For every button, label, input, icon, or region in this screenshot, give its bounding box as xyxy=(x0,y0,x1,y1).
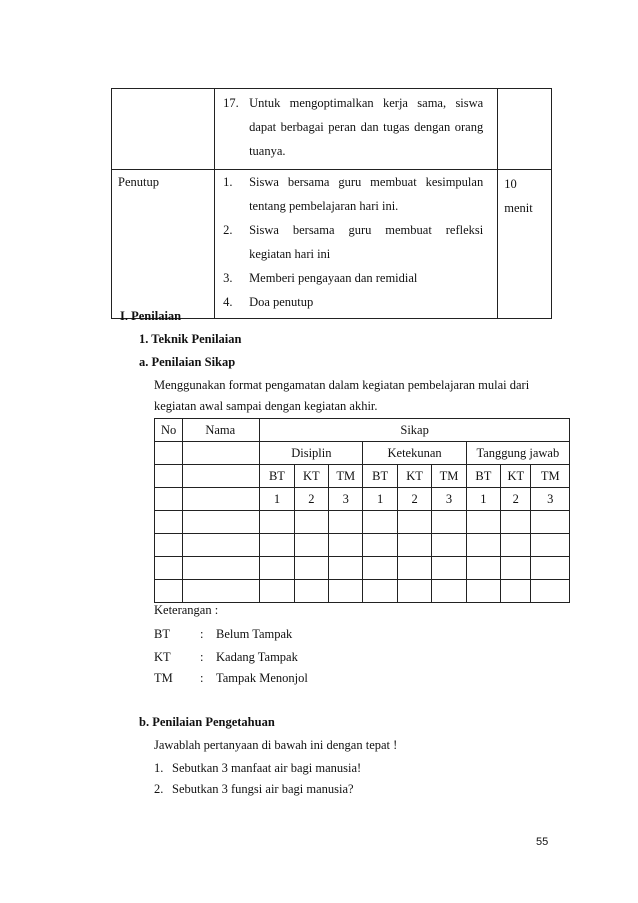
table-cell xyxy=(397,511,431,534)
legend-item xyxy=(154,627,292,642)
table-cell xyxy=(294,557,328,580)
legend-title: Keterangan : xyxy=(154,603,219,617)
score-cell: 1 xyxy=(260,488,294,511)
score-cell: 1 xyxy=(363,488,397,511)
score-cell: 2 xyxy=(397,488,431,511)
table-header-row xyxy=(155,419,570,442)
activity-steps-cell xyxy=(215,89,498,170)
table-cell xyxy=(501,557,531,580)
table-cell xyxy=(155,488,183,511)
table-cell xyxy=(501,580,531,603)
table-row xyxy=(155,511,570,534)
item-number: 1. xyxy=(223,175,233,189)
table-cell xyxy=(329,534,363,557)
table-cell xyxy=(363,557,397,580)
question-text: Sebutkan 3 fungsi air bagi manusia? xyxy=(172,782,354,796)
table-cell xyxy=(260,511,294,534)
subsection-heading: a. Penilaian Sikap xyxy=(139,355,236,369)
activity-table xyxy=(111,88,552,319)
item-number: 2. xyxy=(223,223,233,237)
legend-value: Tampak Menonjol xyxy=(216,671,308,685)
score-cell: 3 xyxy=(329,488,363,511)
table-cell xyxy=(183,580,260,603)
sub-header: BT xyxy=(466,465,500,488)
table-cell xyxy=(432,511,466,534)
table-row xyxy=(155,488,570,511)
table-cell xyxy=(155,442,183,465)
table-cell xyxy=(183,534,260,557)
table-cell xyxy=(260,580,294,603)
activity-cell-empty xyxy=(112,89,215,170)
table-row xyxy=(155,580,570,603)
legend-item xyxy=(154,671,308,686)
section-heading: I. Penilaian xyxy=(120,309,182,323)
item-text: Doa penutup xyxy=(249,295,314,309)
table-cell xyxy=(155,534,183,557)
score-cell: 3 xyxy=(432,488,466,511)
legend-separator: : xyxy=(200,650,204,664)
page-number: 55 xyxy=(536,836,549,848)
table-cell xyxy=(432,557,466,580)
sub-header: TM xyxy=(329,465,363,488)
list-item xyxy=(223,91,489,163)
legend-separator: : xyxy=(200,627,204,641)
table-row xyxy=(112,170,552,319)
subsection-heading: b. Penilaian Pengetahuan xyxy=(139,715,275,729)
table-cell xyxy=(501,511,531,534)
legend-separator: : xyxy=(200,671,204,685)
legend-key: TM xyxy=(154,671,173,685)
legend-key: KT xyxy=(154,650,171,664)
item-number: 3. xyxy=(223,271,233,285)
table-cell xyxy=(501,534,531,557)
table-cell xyxy=(183,557,260,580)
table-cell xyxy=(363,511,397,534)
table-cell xyxy=(329,511,363,534)
question-item xyxy=(154,761,361,776)
table-cell xyxy=(466,557,500,580)
item-text: Siswa bersama guru membuat refleksi kegiatan hari ini xyxy=(249,223,484,261)
question-item xyxy=(154,782,354,797)
item-text: Untuk mengoptimalkan kerja sama, siswa dapat berbagai peran dan tugas dengan orang tuanya. xyxy=(249,96,484,158)
table-cell xyxy=(432,534,466,557)
activity-time-cell-empty xyxy=(498,89,552,170)
table-cell xyxy=(294,534,328,557)
sub-header: KT xyxy=(294,465,328,488)
time-value: 10 xyxy=(504,177,517,191)
sub-header: KT xyxy=(397,465,431,488)
table-cell xyxy=(363,534,397,557)
instruction-text: Jawablah pertanyaan di bawah ini dengan tepat ! xyxy=(154,738,398,752)
column-header-nama: Nama xyxy=(183,419,260,442)
legend-value: Belum Tampak xyxy=(216,627,293,641)
table-cell xyxy=(294,511,328,534)
table-cell xyxy=(155,557,183,580)
group-header-disiplin: Disiplin xyxy=(260,442,363,465)
table-cell xyxy=(531,580,570,603)
table-cell xyxy=(466,511,500,534)
table-cell xyxy=(260,534,294,557)
score-cell: 2 xyxy=(501,488,531,511)
table-cell xyxy=(155,511,183,534)
paragraph-line: Menggunakan format pengamatan dalam kegiatan pembelajaran mulai dari xyxy=(154,378,530,392)
paragraph-line: kegiatan awal sampai dengan kegiatan akhir. xyxy=(154,399,378,413)
activity-time-cell xyxy=(498,170,552,319)
sub-header: TM xyxy=(432,465,466,488)
sub-header: BT xyxy=(363,465,397,488)
table-cell xyxy=(466,534,500,557)
time-unit: menit xyxy=(504,201,533,215)
item-number: 4. xyxy=(223,295,233,309)
activity-steps-cell xyxy=(215,170,498,319)
item-text: Siswa bersama guru membuat kesimpulan tentang pembelajaran hari ini. xyxy=(249,175,484,213)
table-cell xyxy=(155,580,183,603)
table-cell xyxy=(183,511,260,534)
table-cell xyxy=(155,465,183,488)
table-cell xyxy=(397,557,431,580)
table-row xyxy=(112,89,552,170)
list-item xyxy=(223,218,489,266)
list-item xyxy=(223,266,489,290)
table-header-row xyxy=(155,442,570,465)
table-row xyxy=(155,534,570,557)
activity-phase-cell xyxy=(112,170,215,319)
table-cell xyxy=(329,580,363,603)
question-number: 2. xyxy=(154,782,164,796)
legend-item xyxy=(154,650,298,665)
sikap-table xyxy=(154,418,570,603)
sub-header: BT xyxy=(260,465,294,488)
question-number: 1. xyxy=(154,761,164,775)
table-header-row xyxy=(155,465,570,488)
table-cell xyxy=(260,557,294,580)
item-number: 17. xyxy=(223,96,239,110)
list-item xyxy=(223,170,489,218)
table-cell xyxy=(531,534,570,557)
table-cell xyxy=(466,580,500,603)
legend-key: BT xyxy=(154,627,170,641)
sub-header: TM xyxy=(531,465,570,488)
phase-label: Penutup xyxy=(118,175,159,189)
table-cell xyxy=(183,442,260,465)
group-header-tanggung-jawab: Tanggung jawab xyxy=(466,442,569,465)
score-cell: 1 xyxy=(466,488,500,511)
question-text: Sebutkan 3 manfaat air bagi manusia! xyxy=(172,761,362,775)
table-cell xyxy=(329,557,363,580)
legend-value: Kadang Tampak xyxy=(216,650,298,664)
group-header-ketekunan: Ketekunan xyxy=(363,442,466,465)
column-header-sikap: Sikap xyxy=(260,419,570,442)
table-cell xyxy=(531,557,570,580)
table-row xyxy=(155,557,570,580)
list-item xyxy=(223,290,489,314)
table-cell xyxy=(363,580,397,603)
table-cell xyxy=(531,511,570,534)
table-cell xyxy=(432,580,466,603)
table-cell xyxy=(183,488,260,511)
subsection-heading: 1. Teknik Penilaian xyxy=(139,332,242,346)
table-cell xyxy=(183,465,260,488)
item-text: Memberi pengayaan dan remidial xyxy=(249,271,418,285)
column-header-no: No xyxy=(155,419,183,442)
table-cell xyxy=(397,534,431,557)
table-cell xyxy=(294,580,328,603)
table-cell xyxy=(397,580,431,603)
sub-header: KT xyxy=(501,465,531,488)
score-cell: 3 xyxy=(531,488,570,511)
score-cell: 2 xyxy=(294,488,328,511)
